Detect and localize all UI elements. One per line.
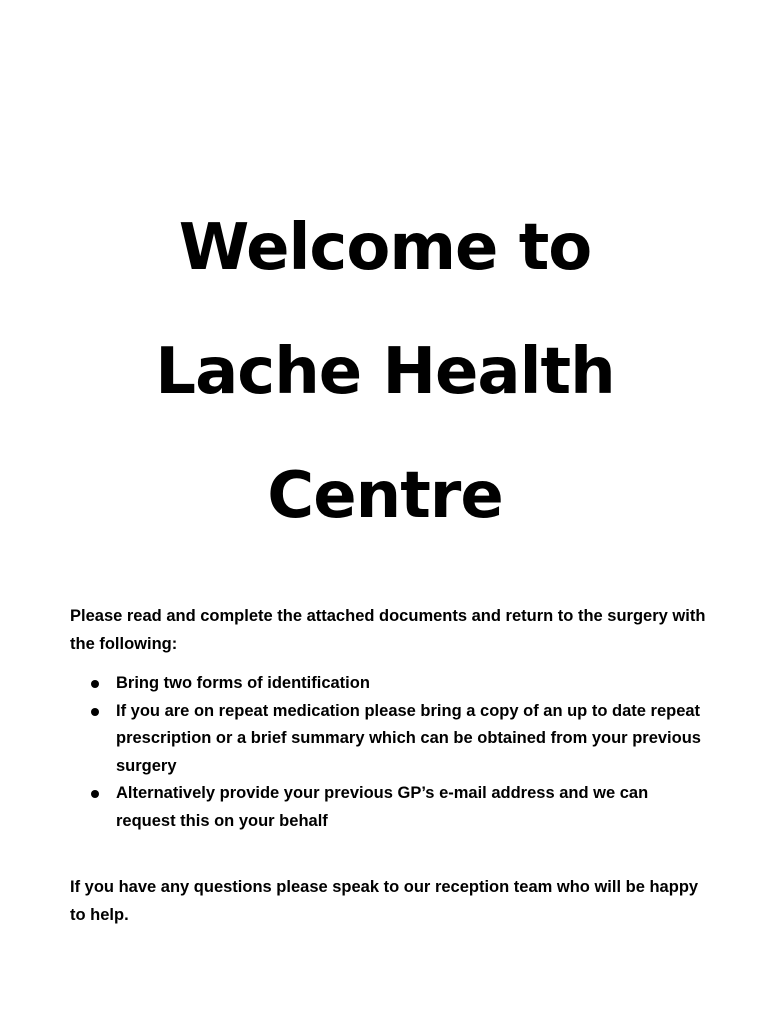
bullet-icon <box>91 708 99 716</box>
list-item-text: Bring two forms of identification <box>116 674 370 692</box>
title-line-3: Centre <box>267 459 503 533</box>
list-item <box>70 780 710 835</box>
intro-paragraph: Please read and complete the attached documents and return to the surgery with the following: <box>70 607 706 653</box>
bullet-icon <box>91 790 99 798</box>
list-item-text: Alternatively provide your previous GP’s e-mail address and we can request this on your behalf <box>116 784 649 830</box>
title-line-1: Welcome to <box>178 211 592 285</box>
requirements-list <box>70 670 710 835</box>
list-item-text: If you are on repeat medication please bring a copy of an up to date repeat prescription or a brief summary which can be obtained from your previous surgery <box>116 701 701 775</box>
closing-paragraph: If you have any questions please speak to our reception team who will be happy to help. <box>70 878 699 924</box>
list-item <box>70 698 710 781</box>
bullet-icon <box>91 680 99 688</box>
page-title <box>0 186 770 558</box>
list-item <box>70 670 710 698</box>
title-line-2: Lache Health <box>155 335 615 409</box>
